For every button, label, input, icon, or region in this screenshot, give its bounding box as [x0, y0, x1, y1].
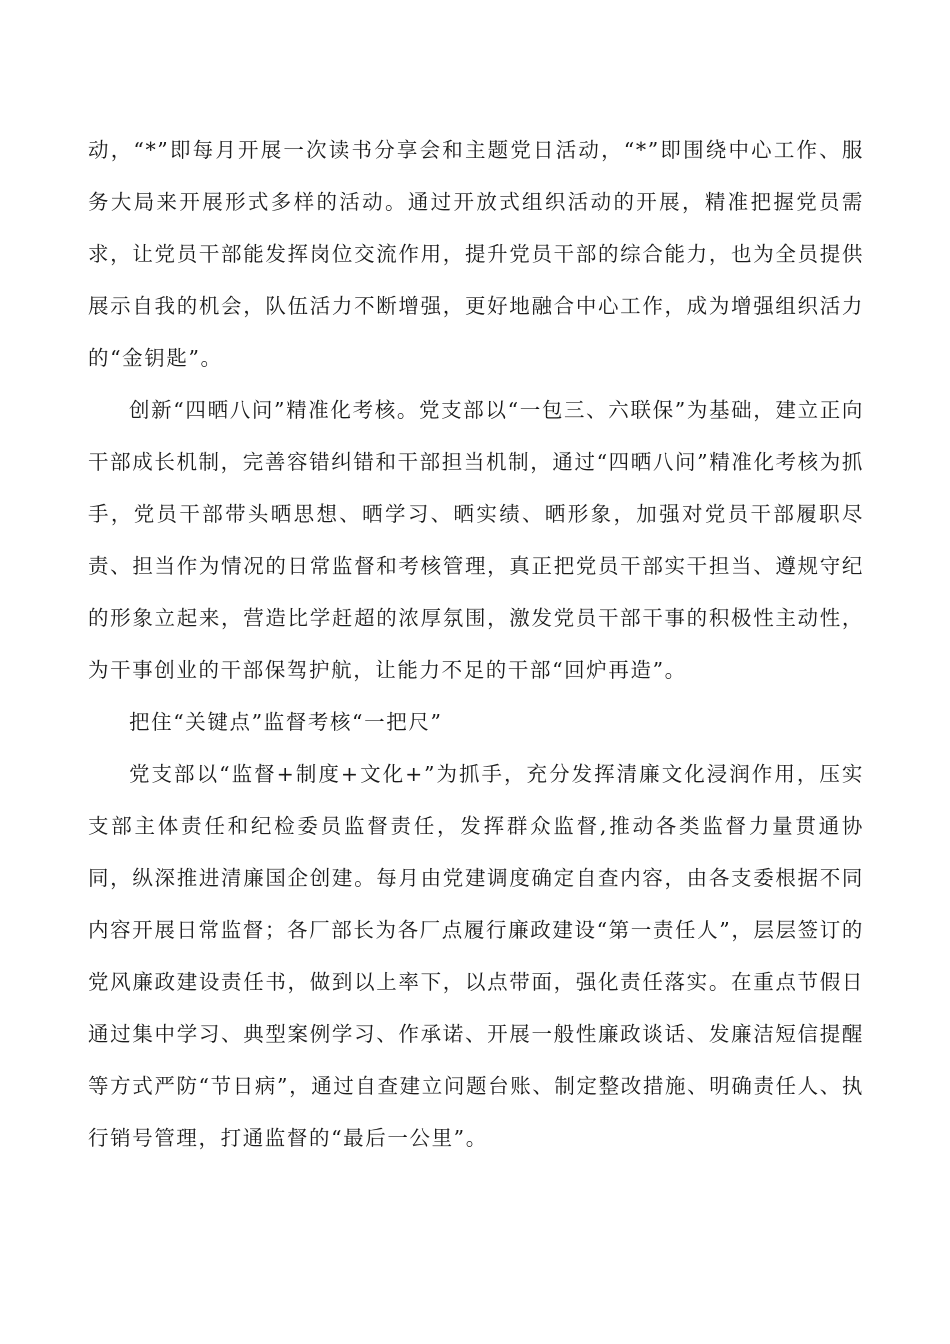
paragraph-activities: 动，“*”即每月开展一次读书分享会和主题党日活动，“*”即围绕中心工作、服务大局来开展形式多样的活动。通过开放式组织活动的开展，精准把握党员需求，让党员干部能发挥岗位交流作用，提升党员干部的综合能力，也为全员提供展示自我的机会，队伍活力不断增强，更好地融合中心工作，成为增强组织活力的“金钥匙”。 — [88, 138, 864, 370]
section-heading-supervision: 把住“关键点”监督考核“一把尺” — [129, 710, 443, 734]
paragraph-assessment: 创新“四晒八问”精准化考核。党支部以“一包三、六联保”为基础，建立正向干部成长机制，完善容错纠错和干部担当机制，通过“四晒八问”精准化考核为抓手，党员干部带头晒思想、晒学习、晒实绩、晒形象，加强对党员干部履职尽责、担当作为情况的日常监督和考核管理，真正把党员干部实干担当、遵规守纪的形象立起来，营造比学赶超的浓厚氛围，激发党员干部干事的积极性主动性，为干事创业的干部保驾护航，让能力不足的干部“回炉再造”。 — [88, 398, 864, 682]
paragraph-supervision: 党支部以“监督+制度+文化+”为抓手，充分发挥清廉文化浸润作用，压实支部主体责任和纪检委员监督责任，发挥群众监督,推动各类监督力量贯通协同，纵深推进清廉国企创建。每月由党建调度确定自查内容，由各支委根据不同内容开展日常监督；各厂部长为各厂点履行廉政建设“第一责任人”，层层签订的党风廉政建设责任书，做到以上率下，以点带面，强化责任落实。在重点节假日通过集中学习、典型案例学习、作承诺、开展一般性廉政谈话、发廉洁短信提醒等方式严防“节日病”，通过自查建立问题台账、制定整改措施、明确责任人、执行销号管理，打通监督的“最后一公里”。 — [88, 762, 864, 1150]
document-body — [88, 124, 864, 1164]
